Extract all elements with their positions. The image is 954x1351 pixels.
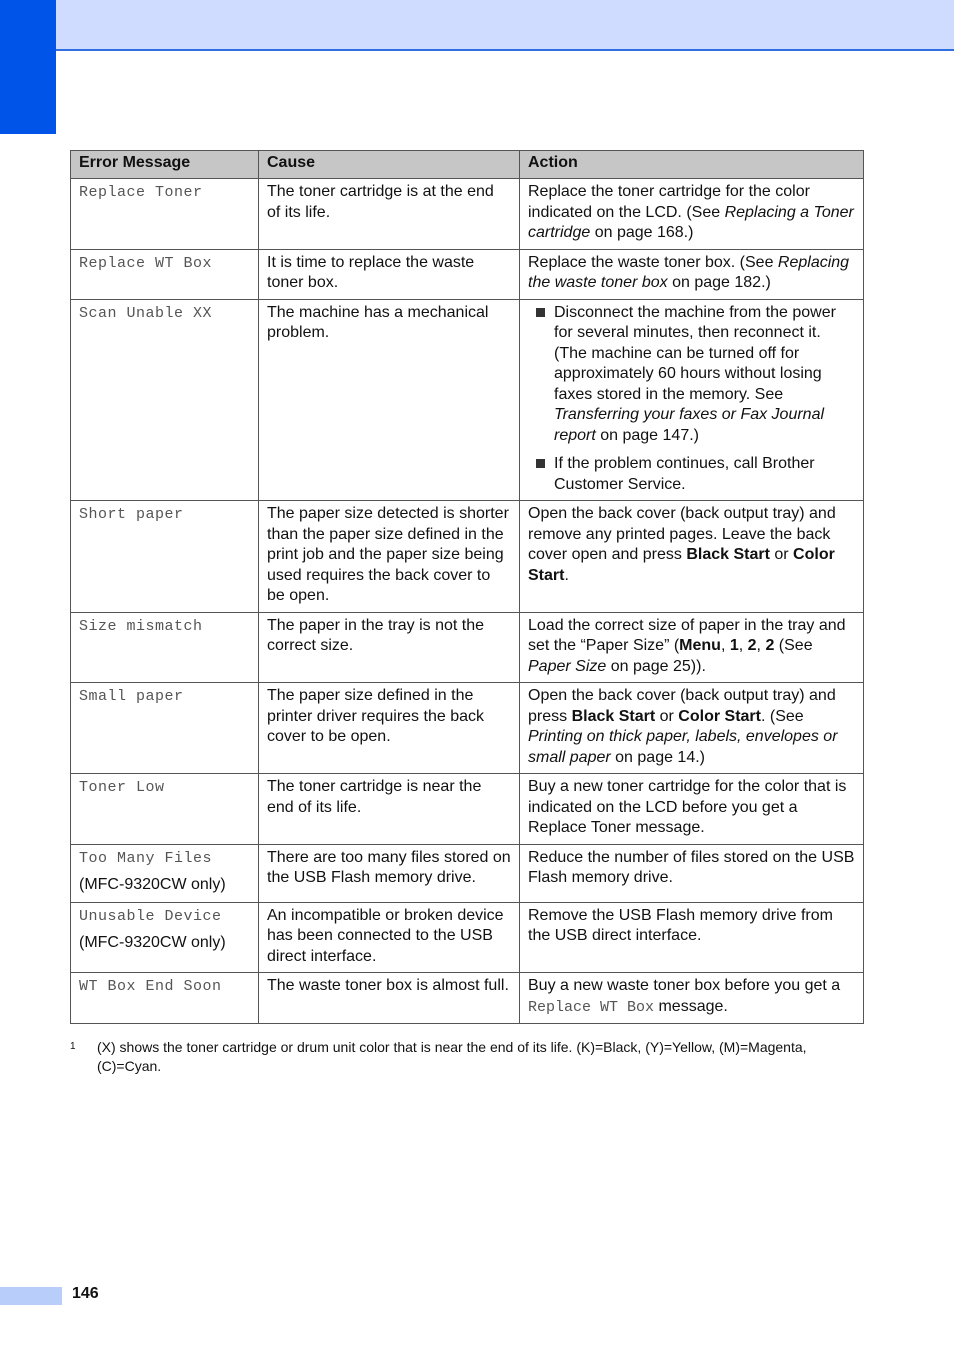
square-bullet-icon	[536, 308, 545, 317]
cause-cell: An incompatible or broken device has been connected to the USB direct interface.	[259, 902, 520, 973]
error-message-cell	[71, 299, 259, 501]
table-header-row	[71, 151, 864, 179]
text-segment: . (See	[760, 707, 804, 725]
header-band	[0, 0, 954, 51]
table-row	[71, 683, 864, 774]
text-segment: ,	[738, 637, 748, 654]
table-row	[71, 501, 864, 613]
reference-text: Paper Size	[528, 657, 607, 675]
bold-text: Black Start	[686, 546, 770, 563]
text-segment: Load the correct size of paper in the tray and set the “Paper Size” (	[528, 616, 846, 654]
text-segment: If the problem continues, call Brother Customer Service.	[554, 455, 815, 493]
text-segment: on page 14.)	[610, 748, 705, 766]
reference-text: Printing on thick paper, labels, envelopes or small paper	[528, 728, 838, 766]
model-note: (MFC-9320CW only)	[79, 876, 226, 893]
table-row	[71, 299, 864, 501]
action-bullet	[528, 303, 855, 447]
error-message-cell	[71, 902, 259, 973]
cause-cell: The paper size defined in the printer driver requires the back cover to be open.	[259, 683, 520, 774]
error-table	[70, 150, 864, 1024]
action-cell	[520, 774, 864, 845]
cause-cell: It is time to replace the waste toner box.	[259, 249, 520, 299]
action-cell	[520, 844, 864, 902]
bullet-text	[554, 304, 836, 444]
table-row	[71, 973, 864, 1024]
text-segment: Replace the waste toner box. (See	[528, 253, 778, 271]
table-row	[71, 249, 864, 299]
page-number: 146	[72, 1285, 99, 1302]
footnote-mark: 1	[70, 1041, 76, 1052]
error-code: Scan Unable XX	[79, 304, 213, 322]
table-row	[71, 774, 864, 845]
cause-cell: The waste toner box is almost full.	[259, 973, 520, 1024]
error-message-cell	[71, 249, 259, 299]
error-code: Toner Low	[79, 779, 165, 796]
text-segment: Buy a new waste toner box before you get a	[528, 977, 841, 994]
cause-cell: The paper in the tray is not the correct size.	[259, 612, 520, 683]
text-segment: Open the back cover (back output tray) and remove any printed pages. Leave the back cover open and press	[528, 505, 836, 563]
error-code: WT Box End Soon	[79, 978, 222, 995]
text-segment: Buy a new toner cartridge for the color that is indicated on the LCD before you get a Replace Toner message.	[528, 778, 847, 836]
text-segment: or	[655, 707, 679, 725]
table-row	[71, 902, 864, 973]
action-cell	[520, 299, 864, 501]
text-segment: (See	[774, 637, 813, 654]
action-bullet	[528, 454, 855, 495]
reference-text: Transferring your faxes or Fax Journal report	[554, 406, 825, 444]
error-message-cell	[71, 774, 259, 845]
cause-cell: The paper size detected is shorter than the paper size defined in the print job and the paper size being used requires the back cover to be open.	[259, 501, 520, 613]
action-cell	[520, 902, 864, 973]
error-message-cell	[71, 844, 259, 902]
bullet-text	[554, 455, 815, 493]
table-row	[71, 844, 864, 902]
column-header-action: Action	[520, 151, 864, 179]
page-number-band	[0, 1287, 62, 1305]
error-code: Replace Toner	[79, 184, 203, 201]
bold-text: Color Start	[678, 707, 761, 725]
bold-text: Black Start	[571, 707, 656, 725]
bold-text: Menu	[679, 637, 721, 654]
action-cell	[520, 501, 864, 613]
text-segment: Replace the toner cartridge for the color indicated on the LCD. (See	[528, 183, 810, 221]
action-bullet-list	[528, 303, 855, 496]
error-message-cell	[71, 683, 259, 774]
bold-text: 2	[747, 637, 757, 654]
bold-text: 1	[729, 637, 739, 654]
reference-text: Replacing the waste toner box	[528, 253, 850, 291]
action-cell	[520, 612, 864, 683]
action-cell	[520, 683, 864, 774]
text-segment: on page 182.)	[667, 274, 771, 291]
text-segment: Remove the USB Flash memory drive from the USB direct interface.	[528, 906, 833, 944]
text-segment: ,	[756, 637, 766, 654]
cause-cell: The machine has a mechanical problem.	[259, 299, 520, 501]
cause-cell: There are too many files stored on the USB Flash memory drive.	[259, 844, 520, 902]
bold-text: 2	[765, 637, 775, 654]
lcd-message-text: Replace WT Box	[528, 998, 655, 1016]
action-cell	[520, 973, 864, 1024]
text-segment: Open the back cover (back output tray) and press	[528, 687, 836, 725]
text-segment: message.	[654, 997, 728, 1015]
cause-cell: The toner cartridge is at the end of its life.	[259, 179, 520, 250]
error-code: Replace WT Box	[79, 254, 213, 272]
footnote-text: (X) shows the toner cartridge or drum unit color that is near the end of its life. (K)=Black, (Y)=Yellow, (M)=Magenta, (C)=Cyan.	[97, 1039, 807, 1074]
error-message-cell	[71, 973, 259, 1024]
reference-text: Replacing a Toner cartridge	[528, 203, 854, 241]
model-note: (MFC-9320CW only)	[79, 934, 226, 951]
error-code: Size mismatch	[79, 617, 203, 635]
text-segment: .	[564, 566, 569, 584]
action-cell	[520, 179, 864, 250]
column-header-cause: Cause	[259, 151, 520, 179]
text-segment: on page 25)).	[606, 657, 706, 675]
chapter-tab	[0, 0, 56, 134]
text-segment: Reduce the number of files stored on the USB Flash memory drive.	[528, 848, 855, 886]
square-bullet-icon	[536, 459, 545, 468]
table-row	[71, 612, 864, 683]
error-code: Unusable Device	[79, 907, 222, 925]
text-segment: on page 168.)	[590, 224, 694, 241]
text-segment: on page 147.)	[595, 426, 699, 444]
error-message-cell	[71, 179, 259, 250]
cause-cell: The toner cartridge is near the end of its life.	[259, 774, 520, 845]
text-segment: or	[769, 546, 794, 563]
error-code: Too Many Files	[79, 849, 213, 867]
error-message-cell	[71, 501, 259, 613]
action-cell	[520, 249, 864, 299]
footnote	[70, 1038, 860, 1076]
table-row	[71, 179, 864, 250]
error-message-cell	[71, 612, 259, 683]
column-header-error-message: Error Message	[71, 151, 259, 179]
bold-text: Color Start	[528, 546, 835, 584]
text-segment: Disconnect the machine from the power for several minutes, then reconnect it. (The machine can be turned off for approximately 60 hours without losing faxes stored in the memory. See	[554, 303, 836, 403]
error-code: Short paper	[79, 506, 184, 523]
error-code: Small paper	[79, 688, 184, 705]
text-segment: ,	[720, 637, 730, 654]
